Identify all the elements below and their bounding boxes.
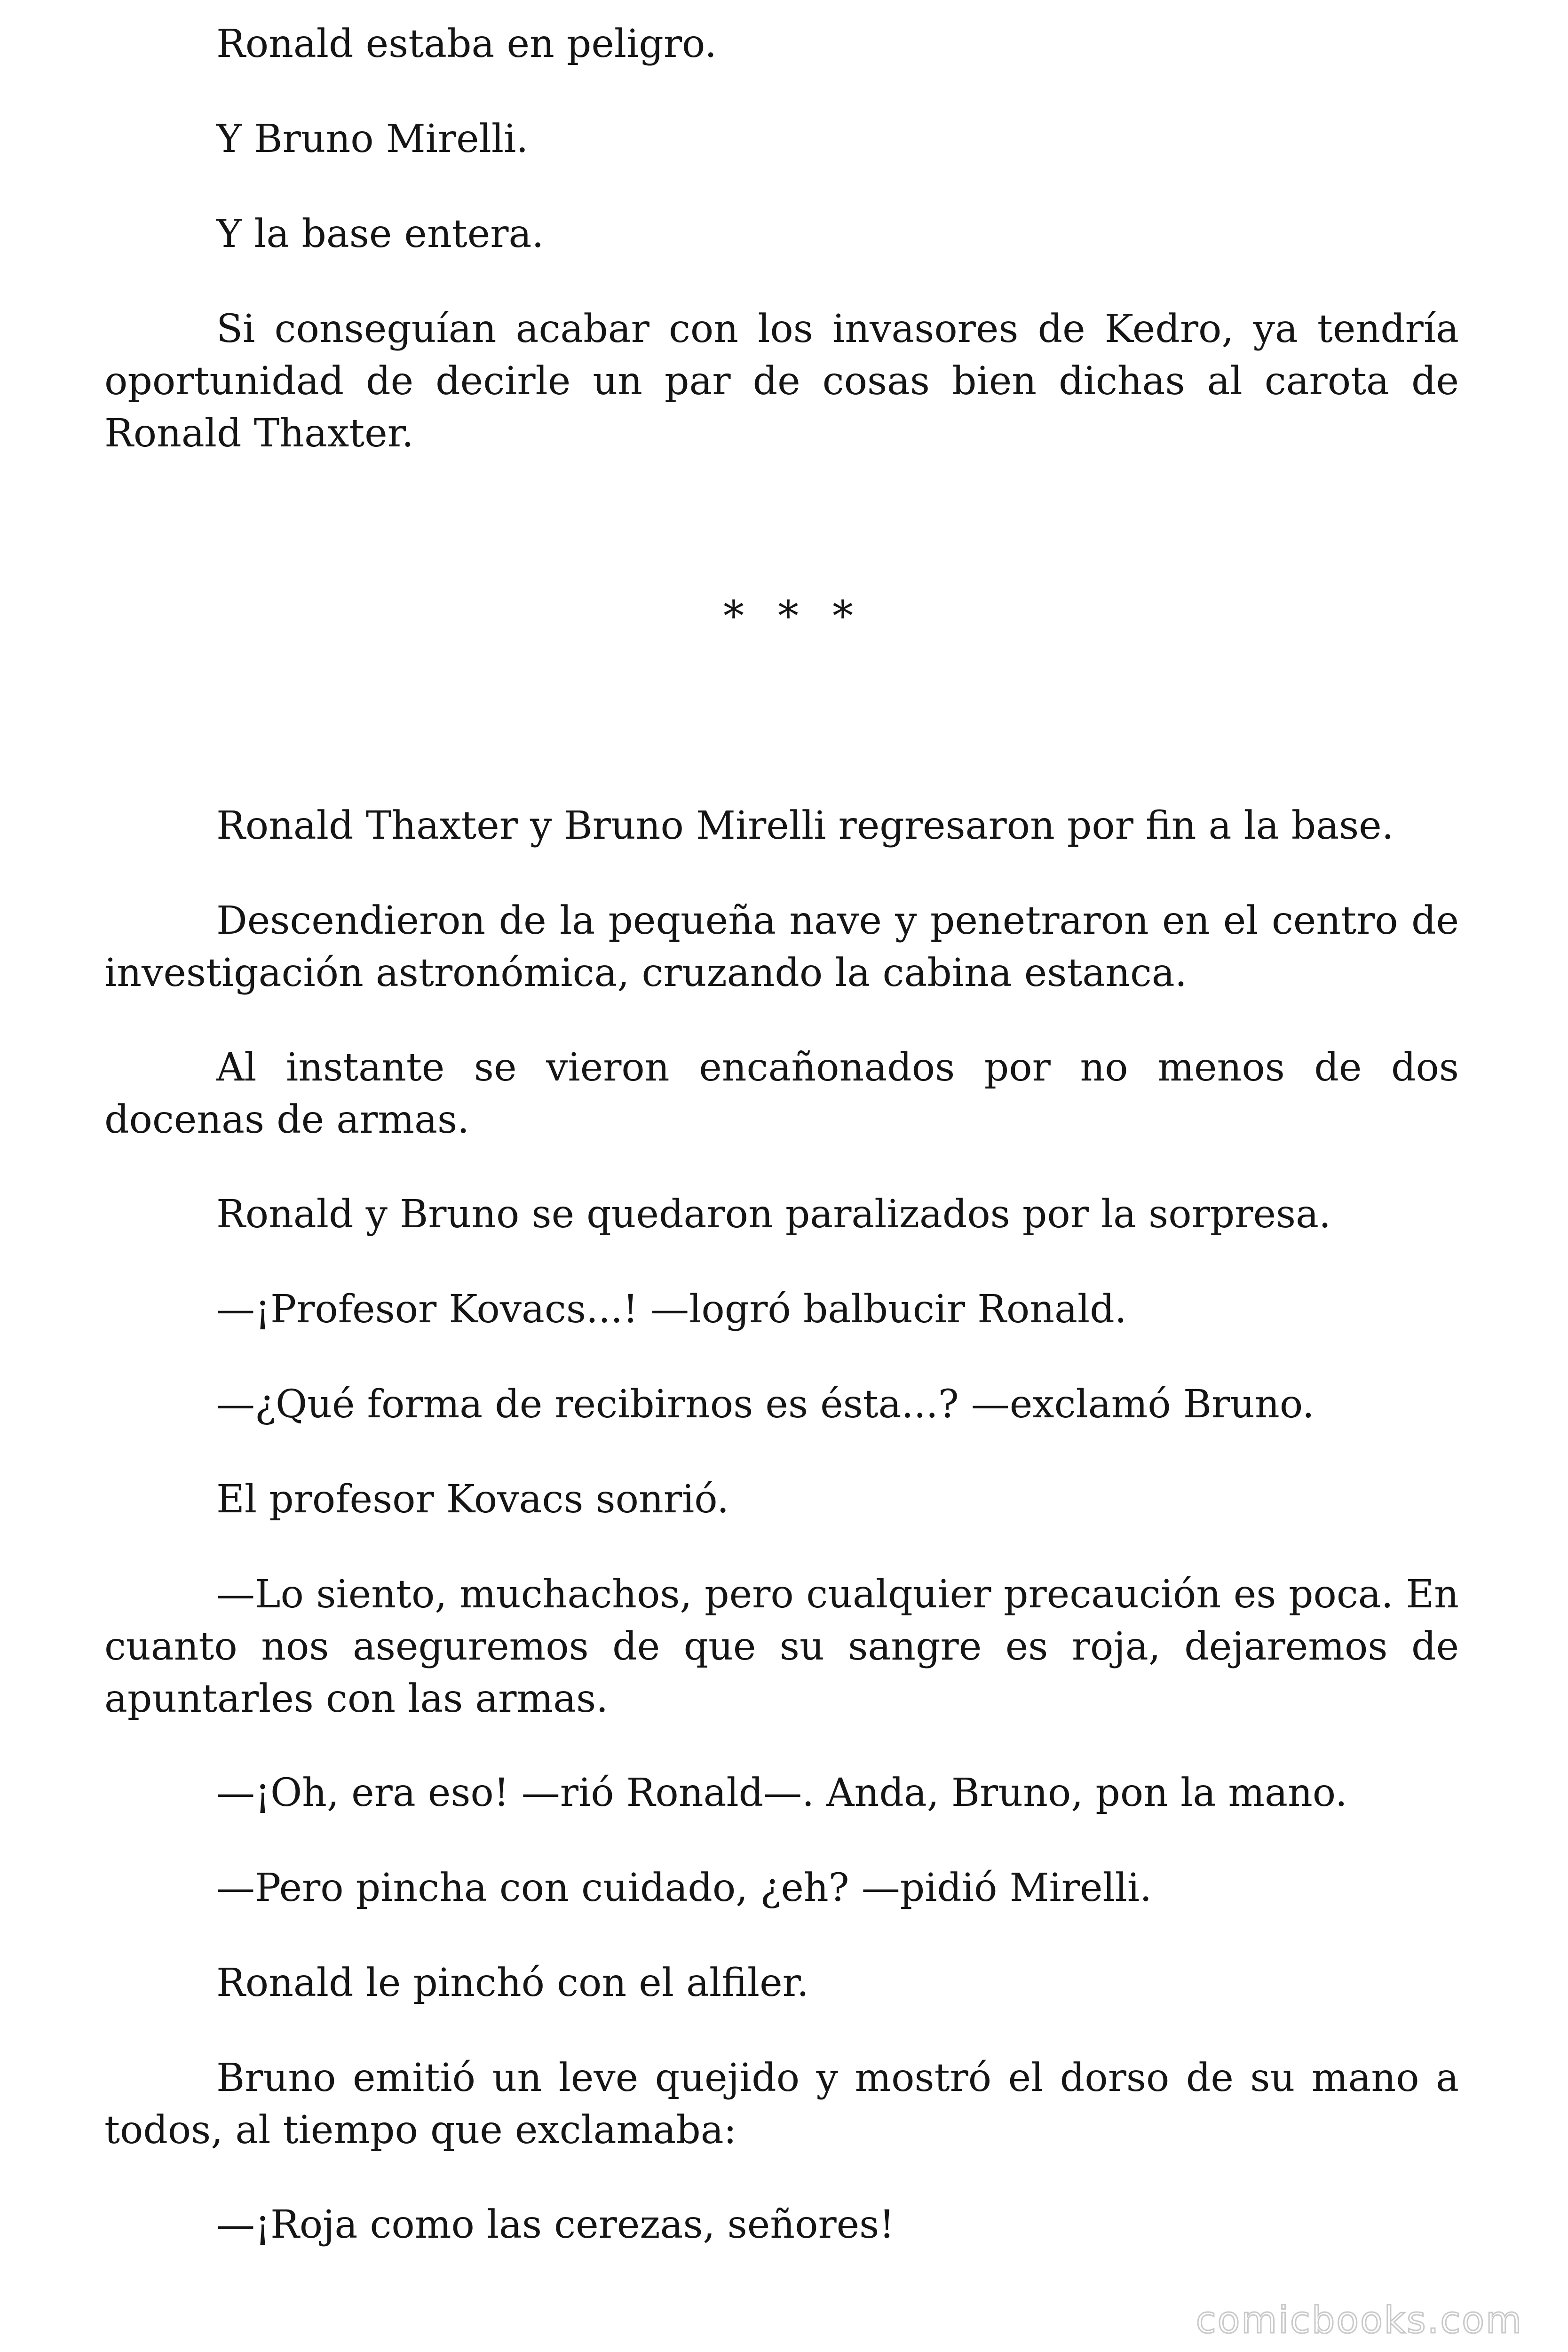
paragraph: Ronald le pinchó con el alfiler.	[216, 1961, 809, 2005]
paragraph: Bruno emitió un leve quejido y mostró el dorso de su mano a todos, al tiempo que exclamaba:	[104, 2056, 1459, 2153]
paragraph: —¿Qué forma de recibirnos es ésta...? —exclamó Bruno.	[216, 1382, 1315, 1427]
paragraph: Ronald y Bruno se quedaron paralizados por la sorpresa.	[216, 1192, 1331, 1237]
section-separator: * * *	[723, 592, 863, 640]
paragraph: Descendieron de la pequeña nave y penetraron en el centro de investigación astronómica, cruzando la cabina estanca.	[104, 898, 1459, 995]
paragraph: Si conseguían acabar con los invasores de Kedro, ya tendría oportunidad de decirle un par de cosas bien dichas al carota de Ronald Thaxter.	[104, 307, 1459, 456]
paragraph: Y Bruno Mirelli.	[216, 117, 529, 161]
watermark: comicbooks.com	[1196, 2299, 1523, 2342]
paragraph: Ronald Thaxter y Bruno Mirelli regresaron por fin a la base.	[216, 803, 1394, 848]
paragraph: Y la base entera.	[216, 212, 544, 256]
paragraph: Al instante se vieron encañonados por no menos de dos docenas de armas.	[104, 1045, 1459, 1142]
paragraph: —¡Roja como las cerezas, señores!	[216, 2202, 895, 2247]
paragraph: —¡Profesor Kovacs...! —logró balbucir Ronald.	[216, 1287, 1127, 1332]
paragraph: El profesor Kovacs sonrió.	[216, 1477, 729, 1522]
paragraph: —Lo siento, muchachos, pero cualquier precaución es poca. En cuanto nos aseguremos de que su sangre es roja, dejaremos de apuntarles con las armas.	[104, 1572, 1459, 1721]
paragraph: —¡Oh, era eso! —rió Ronald—. Anda, Bruno, pon la mano.	[216, 1771, 1347, 1815]
paragraph: Ronald estaba en peligro.	[216, 22, 717, 66]
paragraph: —Pero pincha con cuidado, ¿eh? —pidió Mirelli.	[216, 1866, 1152, 1910]
